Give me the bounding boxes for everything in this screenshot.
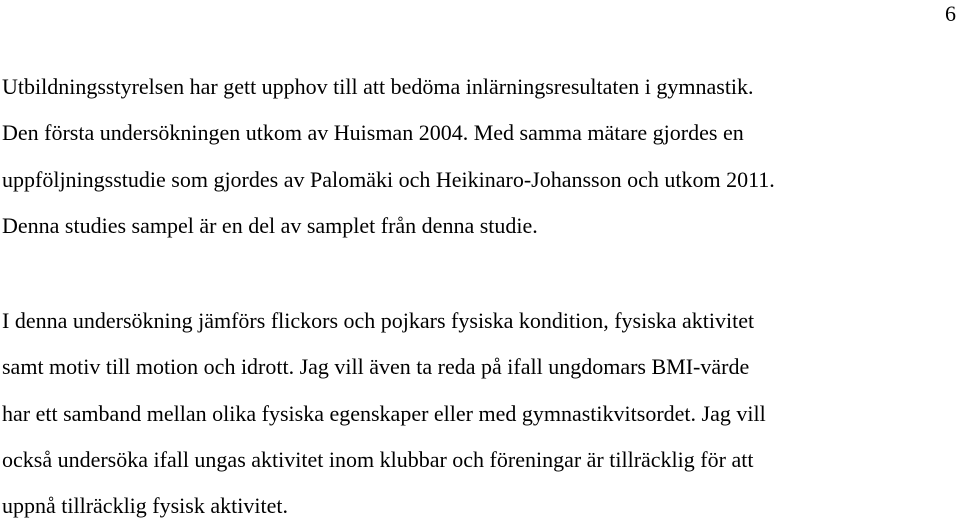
paragraph-1-line-3: uppföljningsstudie som gjordes av Palomäki och Heikinaro-Johansson och utkom 2011. [2,167,775,192]
page-number: 6 [945,1,956,26]
paragraph-2-line-4: också undersöka ifall ungas aktivitet inom klubbar och föreningar är tillräcklig för att [2,447,754,472]
paragraph-2-line-5: uppnå tillräcklig fysisk aktivitet. [2,493,288,518]
paragraph-1-line-4: Denna studies sampel är en del av samplet från denna studie. [2,213,538,238]
paragraph-1-line-1: Utbildningsstyrelsen har gett upphov till att bedöma inlärningsresultaten i gymnastik. [2,74,754,99]
paragraph-1-line-2: Den första undersökningen utkom av Huisman 2004. Med samma mätare gjordes en [2,120,744,145]
paragraph-2-line-3: har ett samband mellan olika fysiska egenskaper eller med gymnastikvitsordet. Jag vill [2,401,766,426]
paragraph-2-line-2: samt motiv till motion och idrott. Jag vill även ta reda på ifall ungdomars BMI-värde [2,354,750,379]
paragraph-2-line-1: I denna undersökning jämförs flickors och pojkars fysiska kondition, fysiska aktivitet [2,308,755,333]
